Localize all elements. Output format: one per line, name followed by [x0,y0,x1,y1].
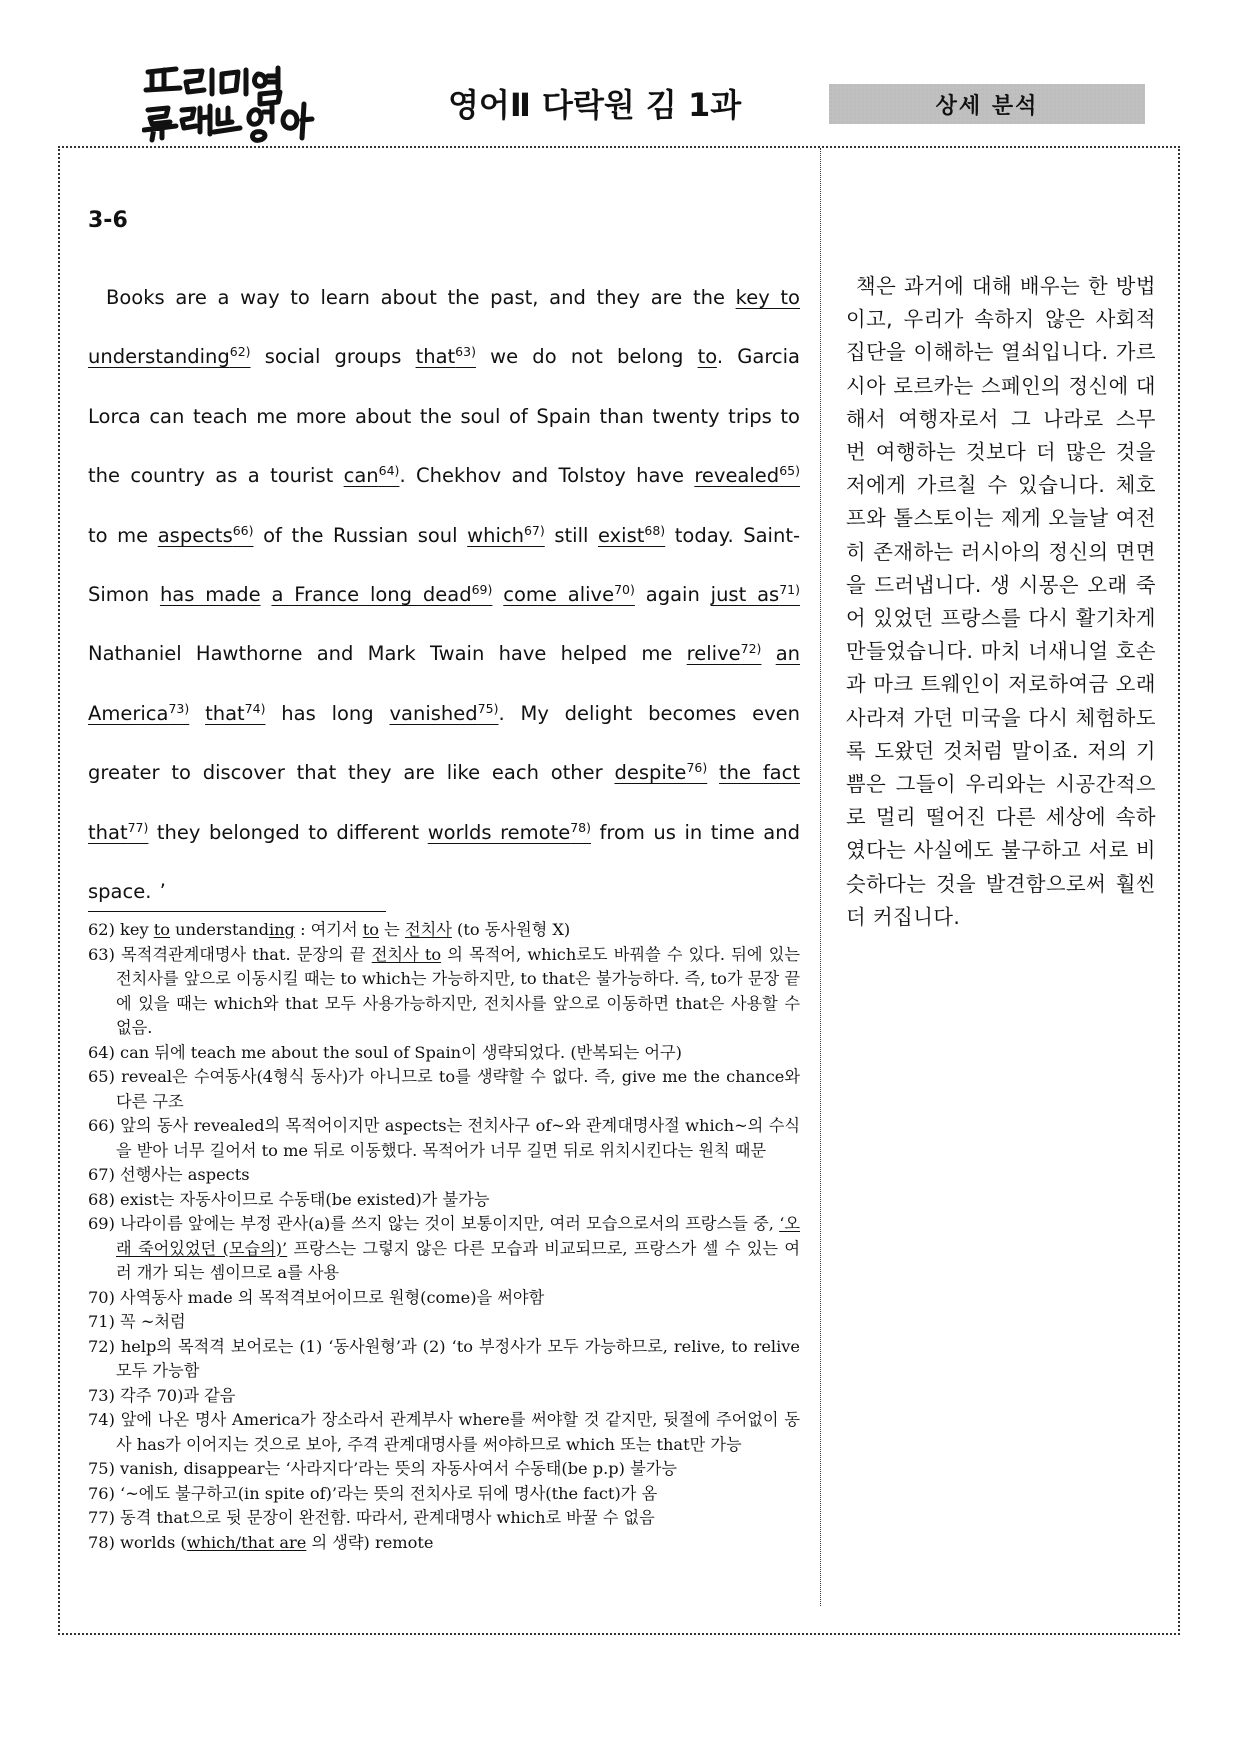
underlined-phrase: the fact [719,761,800,785]
footnote-item: 77) 동격 that으로 뒷 문장이 완전함. 따라서, 관계대명사 which로 바꿀 수 없음 [88,1508,655,1527]
underlined-phrase: worlds remote$^{78)}$ [427,819,592,844]
footnote-rule [88,911,386,912]
footnote-item: 62) key to understanding : 여기서 to 는 전치사 (to 동사원형 X) [88,920,571,939]
footnote-ref: 64) [378,463,400,479]
underlined-phrase: vanished$^{75)}$ [389,700,499,725]
footnote-ref: 67) [523,522,545,538]
brand-logo [142,62,332,144]
underlined-phrase: 전치사 to [371,944,442,964]
korean-translation [846,270,1156,934]
underlined-phrase: despite$^{76)}$ [614,760,708,785]
footnote-item: 66) 앞의 동사 revealed의 목적어이지만 aspects는 전치사구 of~와 관계대명사절 which~의 수식을 받아 너무 길어서 to me 뒤로 이동했다. 목적어가 너무 길면 뒤로 위치시킨다는 원칙 때문 [88,1116,800,1160]
footnote-ref: 69) [471,582,493,598]
underlined-phrase: just $as^{71)}$ [710,582,800,607]
underlined-phrase: which/that are [186,1532,307,1552]
translation-paragraph: 책은 과거에 대해 배우는 한 방법이고, 우리가 속하지 않은 사회적 집단을 이해하는 열쇠입니다. 가르시아 로르카는 스페인의 정신에 대해서 여행자로서 그 나라로 스무 번 여행하는 것보다 더 많은 것을 저에게 가르칠 수 있습니다. 체호프와 톨스토이는 제게 오늘날 여전히 존재하는 러시아의 정신의 면면을 드러냅니다. 생 시몽은 오래 죽어 있었던 프랑스를 다시 활기차게 만들었습니다. 마치 너새니얼 호손과 마크 트웨인이 저로하여금 오래 사라져 가던 미국을 다시 체험하도록 도왔던 것처럼 말이죠. 저의 기쁨은 그들이 우리와는 시공간적으로 멀리 떨어진 다른 세상에 속하였다는 사실에도 불구하고 서로 비슷하다는 것을 발견함으로써 훨씬 더 커집니다. [846,274,1156,929]
footnote-ref: 62) [229,344,251,360]
underlined-phrase: revealed$^{65)}$ [694,463,800,488]
underlined-phrase: which$^{67)}$ [467,522,545,547]
underlined-phrase: ing [268,920,295,939]
footnote-item: 65) reveal은 수여동사(4형식 동사)가 아니므로 to를 생략할 수 없다. 즉, give me the chance와 다른 구조 [88,1067,800,1111]
underlined-phrase: key to understanding$^{62)}$ [88,286,800,369]
footnote-ref: 77) [127,819,149,835]
footnote-ref: 73) [168,700,190,716]
underlined-phrase: can$^{64)}$ [343,463,400,488]
underlined-phrase: aspects$^{66)}$ [157,522,254,547]
document-title: 영어Ⅱ 다락원 김 1과 [448,86,742,124]
footnote-item: 70) 사역동사 made 의 목적격보어이므로 원형(come)을 써야함 [88,1287,545,1307]
underlined-phrase: has made [159,583,261,607]
underlined-phrase: a France long dead$^{69)}$ [271,582,493,607]
underlined-phrase: that$^{77)}$ [88,819,149,844]
underlined-phrase: to [153,920,171,939]
footnote-ref: 63) [455,344,476,360]
footnote-item: 73) 각주 70)과 같음 [88,1385,236,1405]
passage-paragraph: Books are a way to learn about the past, and they are the key to understanding$^{62)}$ social groups that$^{63)}$ we do not belong to. Garcia Lorca can teach me more about the soul of Spain than twenty trips to the country as a tourist can$^{64)}$. Chekhov and Tolstoy have revealed$^{65)}$ to me aspects$^{66)}$ of the Russian soul which$^{67)}$ still exist$^{68)}$ today. Saint-Simon has made a France long dead$^{69)}$ come alive$^{70)}$ again just $as^{71)}$ Nathaniel Hawthorne and Mark Twain have helped me relive$^{72)}$ an America$^{73)}$ that$^{74)}$ has long vanished$^{75)}$. My delight becomes even greater to discover that they are like each other despite$^{76)}$ the fact that$^{77)}$ they belonged to different worlds remote$^{78)}$ from us in time and space. ’ [88,286,801,904]
underlined-phrase: exist$^{68)}$ [597,522,666,547]
footnote-ref: 74) [244,700,266,716]
footnote-item: 75) vanish, disappear는 ‘사라지다’라는 뜻의 자동사여서 수동태(be p.p) 불가능 [88,1459,678,1478]
footnote-item: 72) help의 목적격 보어로는 (1) ‘동사원형’과 (2) ‘to 부정사가 모두 가능하므로, relive, to relive 모두 가능함 [88,1336,800,1380]
underlined-phrase: 전치사 [404,920,452,939]
footnote-ref: 68) [644,522,666,538]
column-divider [820,148,821,1606]
footnote-item: 63) 목적격관계대명사 that. 문장의 끝 전치사 to 의 목적어, which로도 바꿔쓸 수 있다. 뒤에 있는 전치사를 앞으로 이동시킬 때는 to which는 가능하지만, to that은 불가능하다. 즉, to가 문장 끝에 있을 때는 which와 that 모두 사용가능하지만, 전치사를 앞으로 이동하면 that은 사용할 수 없음. [88,944,800,1037]
footnote-item: 71) 꼭 ~처럼 [88,1312,186,1331]
underlined-phrase: that$^{63)}$ [415,344,476,369]
footnotes-list [88,918,800,1555]
underlined-phrase: an America$^{73)}$ [88,642,800,725]
footnote-ref: 75) [477,700,499,716]
footnote-item: 68) exist는 자동사이므로 수동태(be existed)가 불가능 [88,1189,490,1209]
footnote-ref: 65) [779,463,800,479]
section-badge: 상세 분석 [829,84,1145,124]
footnote-ref: 76) [686,760,708,776]
underlined-phrase: to [362,920,379,939]
underlined-phrase: to [697,345,717,369]
footnote-ref: 72) [740,641,762,657]
footnote-ref: 66) [232,522,254,538]
underlined-phrase: relive$^{72)}$ [686,641,762,666]
underlined-phrase: that$^{74)}$ [205,700,266,725]
footnote-ref: 71) [779,582,800,598]
footnote-item: 67) 선행사는 aspects [88,1165,250,1184]
footnote-ref: 70) [614,582,635,598]
english-passage [88,268,800,921]
underlined-phrase: come alive$^{70)}$ [503,582,635,607]
underlined-phrase: ‘오래 죽어있었던 (모습의)’ [116,1214,800,1258]
footnote-item: 69) 나라이름 앞에는 부정 관사(a)를 쓰지 않는 것이 보통이지만, 여러 모습으로서의 프랑스들 중, ‘오래 죽어있었던 (모습의)’ 프랑스는 그렇지 않은 다른 모습과 비교되므로, 프랑스가 셀 수 있는 여러 개가 되는 셈이므로 a를 사용 [88,1214,800,1282]
footnote-item: 78) worlds (which/that are 의 생략) remote [88,1532,434,1552]
section-number: 3-6 [88,208,128,233]
footnote-item: 74) 앞에 나온 명사 America가 장소라서 관계부사 where를 써야할 것 같지만, 뒷절에 주어없이 동사 has가 이어지는 것으로 보아, 주격 관계대명사를 써야하므로 which 또는 that만 가능 [88,1410,800,1454]
footnote-item: 64) can 뒤에 teach me about the soul of Spain이 생략되었다. (반복되는 어구) [88,1042,682,1062]
brand-logo-calligraphy-icon [142,62,332,144]
footnote-ref: 78) [570,819,592,835]
footnote-item: 76) ‘~에도 불구하고(in spite of)’라는 뜻의 전치사로 뒤에 명사(the fact)가 옴 [88,1483,658,1503]
